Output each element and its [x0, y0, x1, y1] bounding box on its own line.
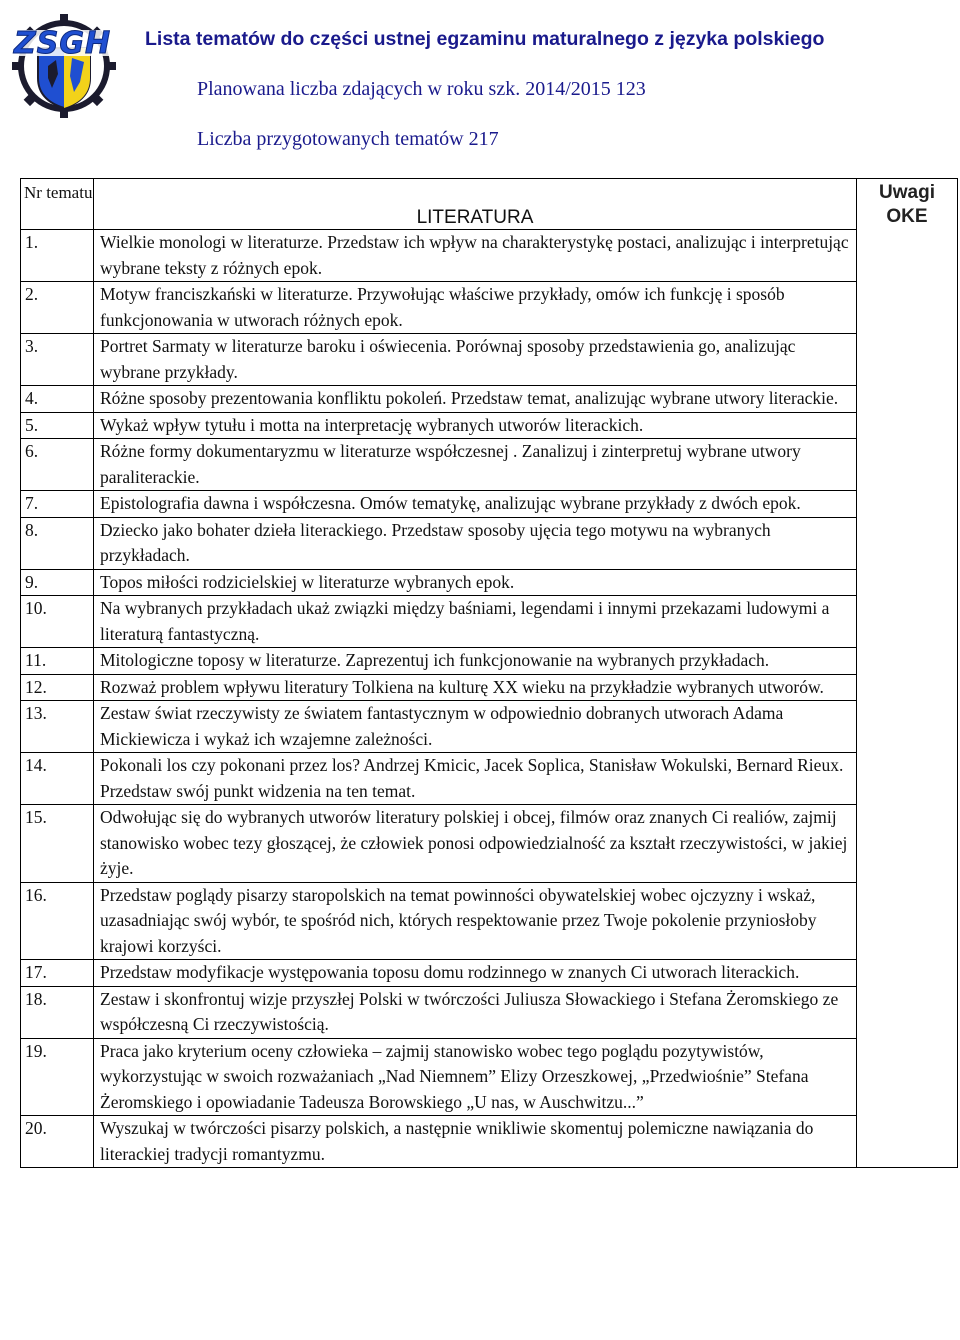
topic-text: Pokonali los czy pokonani przez los? Andrzej Kmicic, Jacek Soplica, Stanisław Wokulski, Bernard Rieux. Przedstaw swój punkt widzenia na ten temat. [94, 753, 857, 805]
table-row [21, 882, 958, 960]
topic-number: 2. [21, 282, 94, 334]
topic-number: 11. [21, 648, 94, 675]
table-row [21, 648, 958, 675]
topic-number: 19. [21, 1038, 94, 1116]
table-row [21, 386, 958, 413]
table-row [21, 491, 958, 518]
table-row [21, 701, 958, 753]
table-row [21, 596, 958, 648]
table-row [21, 282, 958, 334]
topic-text: Wielkie monologi w literaturze. Przedstaw ich wpływ na charakterystykę postaci, analizując i interpretując wybrane teksty z różnych epok. [94, 230, 857, 282]
column-header-remarks-label: Uwagi OKE [879, 182, 935, 227]
table-row [21, 517, 958, 569]
topic-text: Różne formy dokumentaryzmu w literaturze współczesnej . Zanalizuj i zinterpretuj wybrane utwory paraliterackie. [94, 439, 857, 491]
topic-number: 13. [21, 701, 94, 753]
topic-text: Portret Sarmaty w literaturze baroku i oświecenia. Porównaj sposoby przedstawienia go, analizując wybrane przykłady. [94, 334, 857, 386]
topic-number: 17. [21, 960, 94, 987]
table-row [21, 1116, 958, 1168]
topic-number: 1. [21, 230, 94, 282]
topic-number: 5. [21, 412, 94, 439]
topic-number: 16. [21, 882, 94, 960]
topic-text: Topos miłości rodzicielskiej w literaturze wybranych epok. [94, 569, 857, 596]
table-row [21, 439, 958, 491]
topic-number: 3. [21, 334, 94, 386]
topic-text: Dziecko jako bohater dzieła literackiego. Przedstaw sposoby ujęcia tego motywu na wybranych przykładach. [94, 517, 857, 569]
topic-text: Na wybranych przykładach ukaż związki między baśniami, legendami i innymi przekazami ludowymi a literaturą fantastyczną. [94, 596, 857, 648]
planned-candidates: Planowana liczba zdających w roku szk. 2014/2015 123 [197, 78, 646, 100]
topic-text: Zestaw i skonfrontuj wizje przyszłej Polski w twórczości Juliusza Słowackiego i Stefana Żeromskiego ze współczesną Ci rzeczywistością. [94, 986, 857, 1038]
topic-text: Rozważ problem wpływu literatury Tolkiena na kulturę XX wieku na przykładzie wybranych utworów. [94, 674, 857, 701]
table-row [21, 986, 958, 1038]
topic-text: Różne sposoby prezentowania konfliktu pokoleń. Przedstaw temat, analizując wybrane utwory literackie. [94, 386, 857, 413]
topic-number: 9. [21, 569, 94, 596]
column-header-nr: Nr tematu [21, 179, 94, 230]
document-title: Lista tematów do części ustnej egzaminu maturalnego z języka polskiego [145, 28, 825, 50]
topic-number: 12. [21, 674, 94, 701]
topic-text: Przedstaw modyfikacje występowania toposu domu rodzinnego w znanych Ci utworach literackich. [94, 960, 857, 987]
topic-number: 7. [21, 491, 94, 518]
topic-text: Motyw franciszkański w literaturze. Przywołując właściwe przykłady, omów ich funkcję i sposób funkcjonowania w utworach różnych epok. [94, 282, 857, 334]
topics-table [20, 178, 958, 1168]
table-row [21, 960, 958, 987]
table-row [21, 230, 958, 282]
topic-text: Epistolografia dawna i współczesna. Omów tematykę, analizując wybrane przykłady z dwóch epok. [94, 491, 857, 518]
topic-text: Wyszukaj w twórczości pisarzy polskich, a następnie wnikliwie skomentuj polemiczne nawiązania do literackiej tradycji romantyzmu. [94, 1116, 857, 1168]
topic-number: 10. [21, 596, 94, 648]
topic-number: 15. [21, 805, 94, 883]
school-logo [4, 4, 132, 122]
topic-number: 18. [21, 986, 94, 1038]
topic-number: 8. [21, 517, 94, 569]
table-row [21, 334, 958, 386]
logo-text: ZSGH [14, 26, 112, 61]
topic-number: 4. [21, 386, 94, 413]
table-row [21, 569, 958, 596]
topic-text: Odwołując się do wybranych utworów literatury polskiej i obcej, filmów oraz znanych Ci realiów, zajmij stanowisko wobec tezy głoszącej, że człowiek ponosi odpowiedzialność za kształt rzeczywistości, w jakiej żyje. [94, 805, 857, 883]
table-row [21, 805, 958, 883]
topic-number: 6. [21, 439, 94, 491]
table-row [21, 412, 958, 439]
topic-text: Wykaż wpływ tytułu i motta na interpretację wybranych utworów literackich. [94, 412, 857, 439]
topic-text: Zestaw świat rzeczywisty ze światem fantastycznym w odpowiednio dobranych utworach Adama Mickiewicza i wykaż ich wzajemne zależności. [94, 701, 857, 753]
prepared-topics: Liczba przygotowanych tematów 217 [197, 128, 499, 150]
section-heading: LITERATURA [94, 179, 857, 230]
topic-number: 20. [21, 1116, 94, 1168]
school-emblem-icon [4, 4, 132, 122]
table-row [21, 753, 958, 805]
topic-text: Przedstaw poglądy pisarzy staropolskich na temat powinności obywatelskiej wobec ojczyzny i wskaż, uzasadniając swój wybór, te spośród nich, których respektowanie przez Twoje pokolenie przyniosłoby krajowi korzyści. [94, 882, 857, 960]
table-row [21, 1038, 958, 1116]
column-header-remarks [857, 179, 958, 1168]
topic-number: 14. [21, 753, 94, 805]
table-row [21, 674, 958, 701]
topic-text: Mitologiczne toposy w literaturze. Zaprezentuj ich funkcjonowanie na wybranych przykładach. [94, 648, 857, 675]
topic-text: Praca jako kryterium oceny człowieka – zajmij stanowisko wobec tego poglądu pozytywistów, wykorzystując w swoich rozważaniach „Nad Niemnem” Elizy Orzeszkowej, „Przedwiośnie” Stefana Żeromskiego i opowiadanie Tadeusza Borowskiego „U nas, w Auschwitzu...” [94, 1038, 857, 1116]
